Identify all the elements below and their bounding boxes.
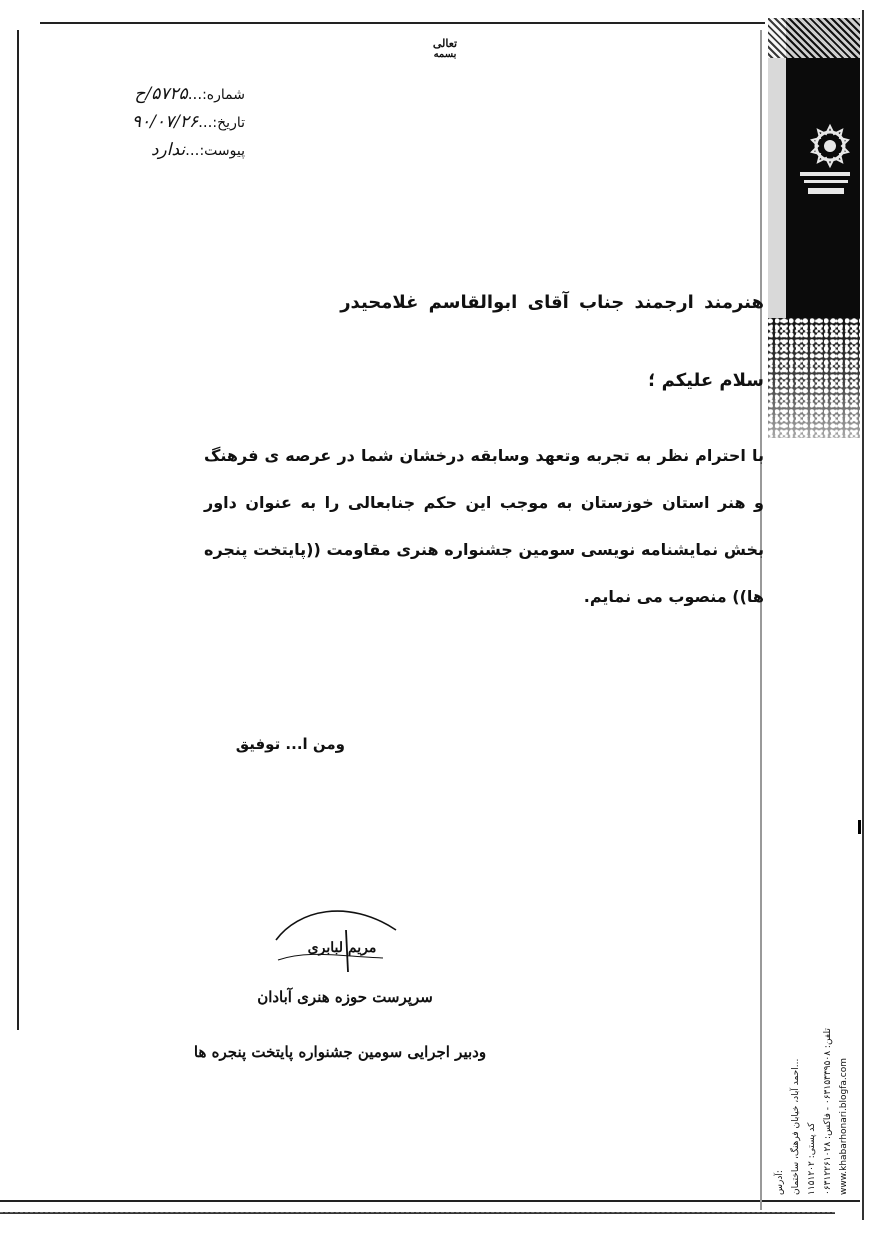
address-line-5: www.khabarhonari.blogfa.com — [839, 1057, 849, 1195]
bismillah-line2: بسمه — [433, 49, 457, 60]
date-row: تاریخ:...۹۰/۰۷/۲۶ — [131, 112, 245, 132]
number-label: شماره: — [202, 87, 245, 103]
greeting-line: سلام علیکم ؛ — [648, 370, 764, 391]
attachment-label: پیوست: — [199, 143, 245, 159]
date-label: تاریخ: — [212, 115, 245, 131]
attachment-row: پیوست:...ندارد — [150, 140, 245, 160]
attachment-value: ندارد — [150, 140, 186, 160]
scan-border-top — [40, 22, 765, 24]
organization-logo-icon — [790, 118, 856, 208]
scan-border-bottom-dashed — [0, 1212, 835, 1214]
addressee-line: هنرمند ارجمند جناب آقای ابوالقاسم غلامحیدر — [340, 292, 764, 313]
scan-border-left — [17, 30, 19, 1030]
letterhead-band — [768, 18, 860, 438]
signer-name: مریم لبابری — [307, 940, 377, 956]
address-line-2: احمد آباد، خیابان فرهنگ، ساختمان... — [791, 1058, 801, 1195]
bismillah-heading — [415, 38, 475, 60]
closing-line: ومن ا... توفیق — [235, 735, 345, 753]
address-line-4: تلفن: ۰۶۳۱۵۳۳۹۵۰۸ - فاکس: ۰۶۳۱۲۲۶۱۰۲۸ — [823, 1028, 833, 1195]
band-speckle-mid — [768, 318, 860, 438]
band-speckle-top — [768, 18, 860, 58]
letterhead-divider — [760, 30, 762, 1210]
footer-address — [770, 995, 860, 1195]
number-value: ۵۷۲۵/ح — [134, 84, 188, 104]
letter-body: با احترام نظر به تجربه وتعهد وسابقه درخشان شما در عرصه ی فرهنگ و هنر استان خوزستان به موجب این حکم جنابعالی را به عنوان داور بخش نمایشنامه نویسی سومین جشنواره هنری مقاومت ((پایتخت پنجره ها)) منصوب می نمایم. — [204, 446, 764, 606]
address-line-3: کد پستی: ۱۱۵۱۲۰۲ — [807, 1122, 817, 1195]
signer-role-2: ودبیر اجرایی سومین جشنواره پایتخت پنجره ها — [193, 1043, 487, 1061]
letter-metadata — [60, 80, 245, 164]
date-value: ۹۰/۰۷/۲۶ — [131, 112, 199, 132]
margin-mark — [858, 820, 861, 834]
bismillah-line1: تعالی — [432, 37, 458, 50]
number-row: شماره:...۵۷۲۵/ح — [134, 84, 245, 104]
address-line-1: آدرس: — [775, 1170, 785, 1195]
signer-role-1: سرپرست حوزه هنری آبادان — [257, 988, 433, 1006]
scan-border-bottom — [0, 1200, 860, 1202]
scan-border-right — [862, 10, 864, 1220]
